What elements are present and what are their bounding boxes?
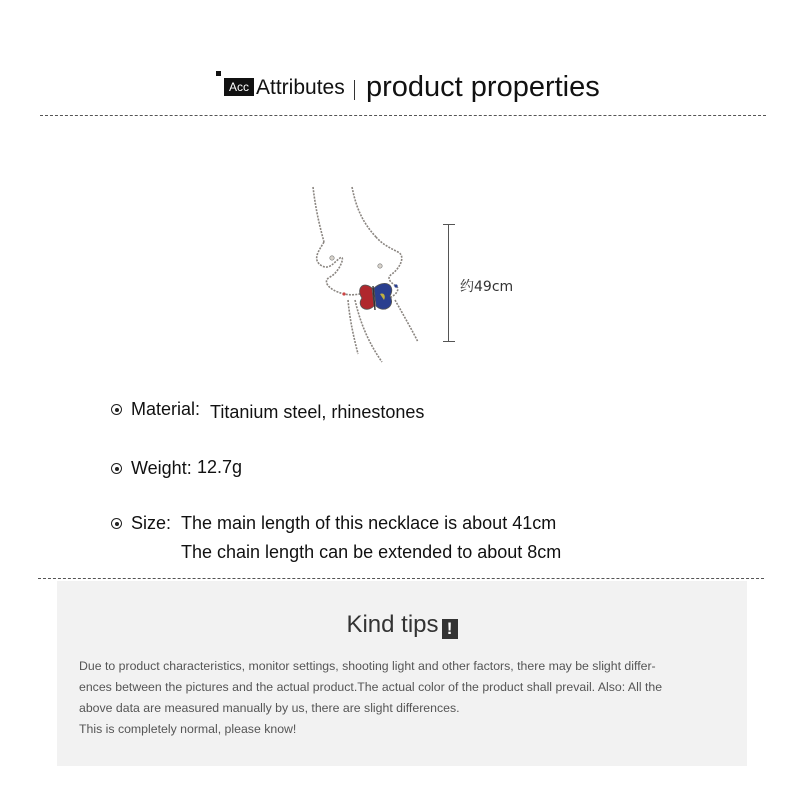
top-divider (40, 115, 766, 116)
bullet-icon (111, 404, 122, 415)
length-dimension-label: 约49cm (460, 279, 514, 295)
kind-tips-text (79, 656, 734, 740)
attribute-value: The main length of this necklace is about 41cm (181, 513, 557, 533)
necklace-image (300, 182, 420, 372)
exclamation-icon: ! (442, 619, 458, 639)
kind-tips-title-text: Kind tips (346, 611, 439, 638)
bottom-divider (38, 578, 764, 579)
attribute-label: Size: (131, 513, 172, 533)
attribute-label: Material: (131, 399, 201, 419)
tips-line: This is completely normal, please know! (79, 722, 297, 736)
butterfly-pendant-icon (360, 283, 392, 310)
header-dot-icon (216, 71, 221, 76)
tips-line: above data are measured manually by us, there are slight differences. (79, 701, 460, 715)
attribute-value-2: The chain length can be extended to about 8cm (181, 542, 562, 562)
bullet-icon (111, 518, 122, 529)
section-header (0, 70, 800, 110)
bullet-icon (111, 463, 122, 474)
header-badge: Acc (224, 78, 254, 96)
kind-tips-title (57, 611, 747, 639)
header-separator (354, 80, 355, 100)
tips-line: Due to product characteristics, monitor settings, shooting light and other factors, there may be slight differ- (79, 659, 656, 673)
page-title: product properties (366, 71, 600, 103)
kind-tips-box (57, 581, 747, 766)
attribute-value: 12.7g (197, 457, 243, 477)
length-dimension-marker (440, 224, 460, 342)
attribute-label: Weight: (131, 458, 192, 478)
header-attributes-label: Attributes (256, 76, 345, 99)
tips-line: ences between the pictures and the actual product.The actual color of the product shall prevail. Also: All the (79, 680, 663, 694)
attribute-value: Titanium steel, rhinestones (210, 402, 425, 422)
